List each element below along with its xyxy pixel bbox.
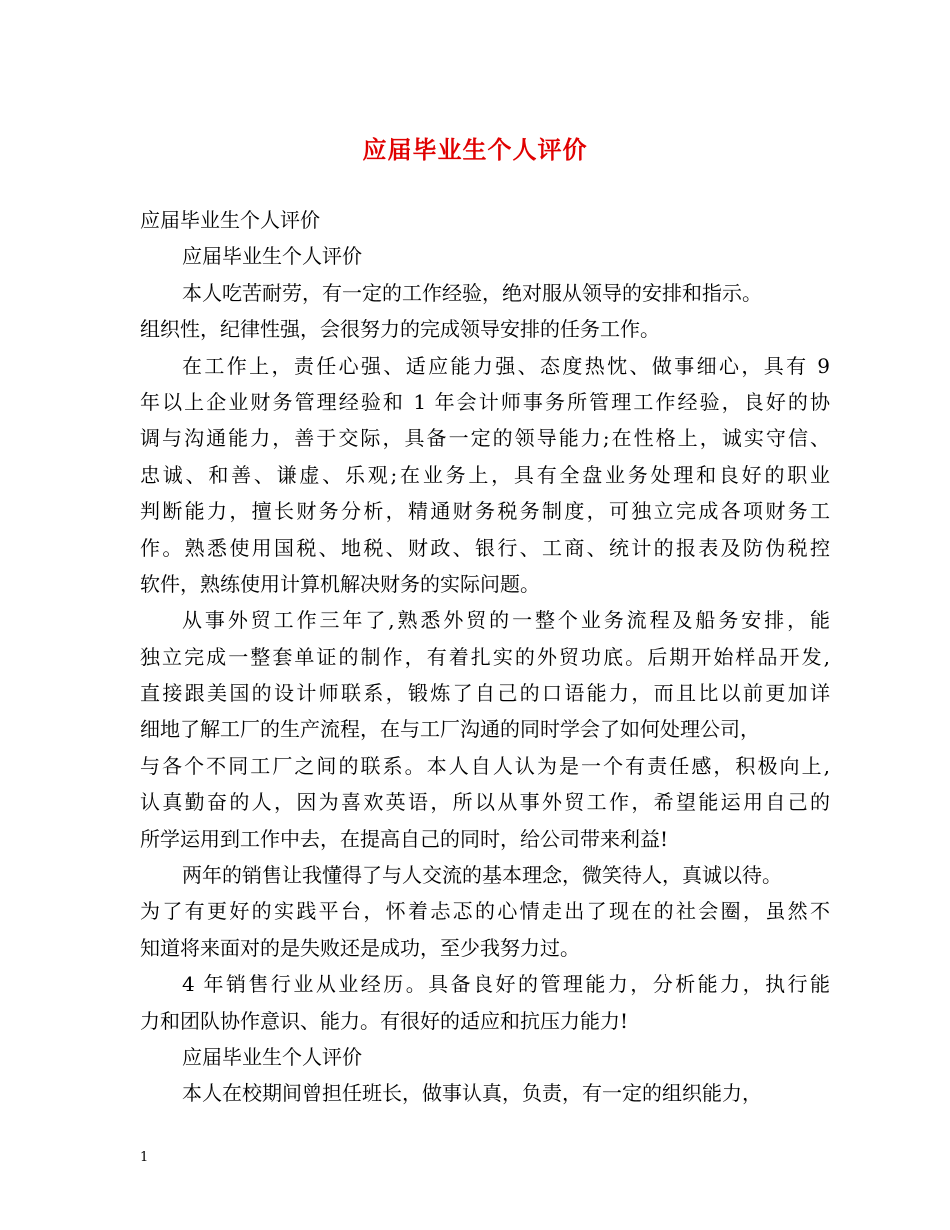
document-body [140,202,830,1112]
document-title: 应届毕业生个人评价 [362,135,588,164]
text-line: 4 年销售行业从业经历。具备良好的管理能力，分析能力，执行能 [182,972,830,997]
text-line: 组织性，纪律性强，会很努力的完成领导安排的任务工作。 [140,317,660,342]
text-line: 调与沟通能力，善于交际，具备一定的领导能力;在性格上，诚实守信、 [140,426,830,451]
text-line: 与各个不同工厂之间的联系。本人自人认为是一个有责任感，积极向上, [140,753,830,778]
text-line: 直接跟美国的设计师联系，锻炼了自己的口语能力，而且比以前更加详 [140,681,830,706]
text-line: 本人在校期间曾担任班长，做事认真，负责，有一定的组织能力， [182,1081,762,1106]
text-line: 力和团队协作意识、能力。有很好的适应和抗压力能力! [140,1008,629,1033]
text-line: 为了有更好的实践平台，怀着忐忑的心情走出了现在的社会圈，虽然不 [140,899,830,924]
text-line: 从事外贸工作三年了,熟悉外贸的一整个业务流程及船务安排，能 [182,608,830,633]
text-line: 所学运用到工作中去，在提高自己的同时，给公司带来利益! [140,826,669,851]
text-line: 在工作上，责任心强、适应能力强、态度热忱、做事细心，具有 9 [182,353,830,378]
text-line: 软件，熟练使用计算机解决财务的实际问题。 [140,571,540,596]
text-line: 认真勤奋的人，因为喜欢英语，所以从事外贸工作，希望能运用自己的 [140,790,830,815]
text-line: 两年的销售让我懂得了与人交流的基本理念，微笑待人，真诚以待。 [182,863,782,888]
text-line: 知道将来面对的是失败还是成功，至少我努力过。 [140,935,580,960]
page-number: 1 [140,1150,149,1165]
text-line: 年以上企业财务管理经验和 1 年会计师事务所管理工作经验，良好的协 [140,389,830,414]
text-line: 应届毕业生个人评价 [182,244,362,269]
text-line: 应届毕业生个人评价 [182,1044,362,1069]
text-line: 本人吃苦耐劳，有一定的工作经验，绝对服从领导的安排和指示。 [182,280,762,305]
text-line: 独立完成一整套单证的制作，有着扎实的外贸功底。后期开始样品开发, [140,644,830,669]
text-line: 细地了解工厂的生产流程，在与工厂沟通的同时学会了如何处理公司， [140,717,760,742]
text-line: 作。熟悉使用国税、地税、财政、银行、工商、统计的报表及防伪税控 [140,535,830,560]
text-line: 忠诚、和善、谦虚、乐观;在业务上，具有全盘业务处理和良好的职业 [140,462,830,487]
text-line: 应届毕业生个人评价 [140,208,320,232]
text-line: 判断能力，擅长财务分析，精通财务税务制度，可独立完成各项财务工 [140,499,830,524]
